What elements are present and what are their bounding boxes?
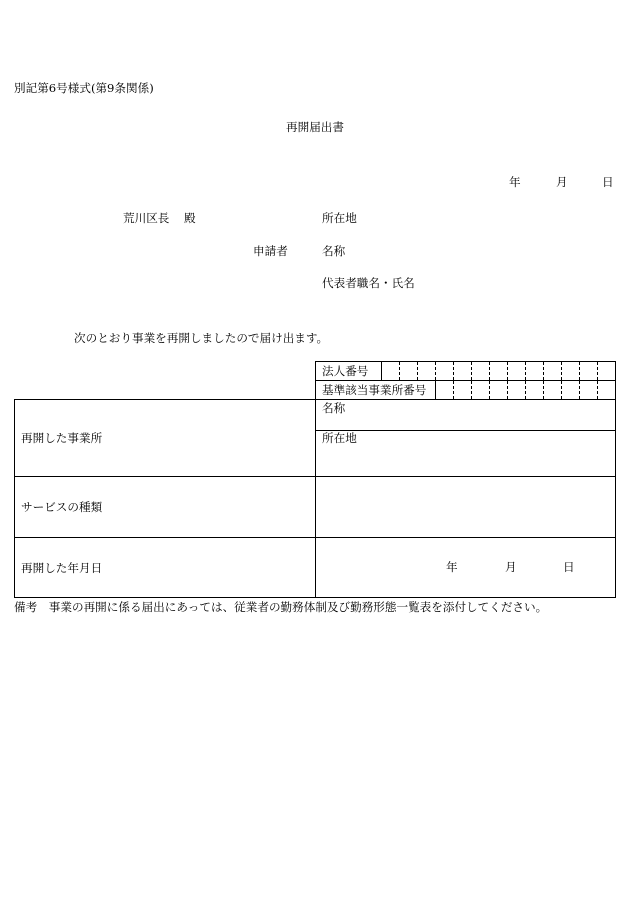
corporate-number-digit-box [597, 362, 615, 380]
corporate-number-digit-box [453, 362, 471, 380]
applicant-address-label: 所在地 [322, 211, 357, 225]
reopen-day-label: 日 [563, 560, 575, 574]
reopen-date-value-cell [316, 538, 615, 597]
service-type-row [15, 477, 615, 538]
facility-number-digit-box [453, 381, 471, 399]
id-number-table [315, 361, 616, 400]
service-type-value-cell [316, 477, 615, 537]
submission-date [509, 175, 615, 189]
facility-address-label: 所在地 [322, 431, 357, 445]
remarks-label: 備考 [14, 600, 38, 614]
reopen-date-fields [446, 560, 576, 574]
details-table [14, 399, 616, 598]
corporate-number-digit-box [435, 362, 453, 380]
applicant-block [253, 211, 423, 291]
facility-number-digit-box [471, 381, 489, 399]
facility-number-digit-box [525, 381, 543, 399]
date-month-label: 月 [556, 175, 568, 189]
facility-row [15, 400, 615, 477]
reopen-date-label: 再開した年月日 [15, 538, 316, 597]
facility-number-digit-box [489, 381, 507, 399]
facility-address-cell [316, 431, 615, 476]
facility-number-label: 基準該当事業所番号 [316, 381, 436, 399]
facility-number-boxes [436, 381, 615, 399]
corporate-number-digit-box [489, 362, 507, 380]
reopen-year-label: 年 [446, 560, 458, 574]
facility-label: 再開した事業所 [15, 400, 316, 476]
facility-number-digit-box [597, 381, 615, 399]
corporate-number-digit-box [579, 362, 597, 380]
remarks-text: 事業の再開に係る届出にあっては、従業者の勤務体制及び勤務形態一覧表を添付してください。 [48, 600, 548, 614]
addressee-name: 荒川区長 [123, 211, 170, 225]
corporate-number-digit-box [561, 362, 579, 380]
facility-number-row [316, 381, 615, 399]
addressee [123, 211, 198, 225]
corporate-number-digit-box [382, 362, 399, 380]
applicant-representative-label: 代表者職名・氏名 [322, 276, 415, 290]
remarks-note [14, 600, 547, 614]
facility-number-digit-box [579, 381, 597, 399]
facility-value-cell [316, 400, 615, 476]
corporate-number-digit-box [399, 362, 417, 380]
corporate-number-digit-box [543, 362, 561, 380]
facility-number-digit-box [561, 381, 579, 399]
reopen-month-label: 月 [505, 560, 517, 574]
corporate-number-boxes [382, 362, 615, 380]
facility-number-digit-box [543, 381, 561, 399]
corporate-number-row [316, 362, 615, 381]
facility-name-cell [316, 400, 615, 431]
corporate-number-digit-box [417, 362, 435, 380]
date-year-label: 年 [509, 175, 521, 189]
corporate-number-digit-box [471, 362, 489, 380]
applicant-name-label: 名称 [322, 244, 346, 258]
corporate-number-digit-box [525, 362, 543, 380]
corporate-number-label: 法人番号 [316, 362, 382, 380]
applicant-label: 申請者 [253, 244, 288, 258]
service-type-label: サービスの種類 [15, 477, 316, 537]
facility-number-digit-box [507, 381, 525, 399]
corporate-number-digit-box [507, 362, 525, 380]
document-title: 再開届出書 [286, 120, 344, 134]
declaration-statement: 次のとおり事業を再開しましたので届け出ます。 [74, 331, 329, 345]
addressee-honorific: 殿 [184, 211, 196, 225]
reopen-date-row [15, 538, 615, 597]
facility-name-label: 名称 [322, 401, 346, 415]
date-day-label: 日 [602, 175, 614, 189]
form-number: 別記第6号様式(第9条関係) [14, 81, 154, 95]
facility-number-digit-box [436, 381, 453, 399]
